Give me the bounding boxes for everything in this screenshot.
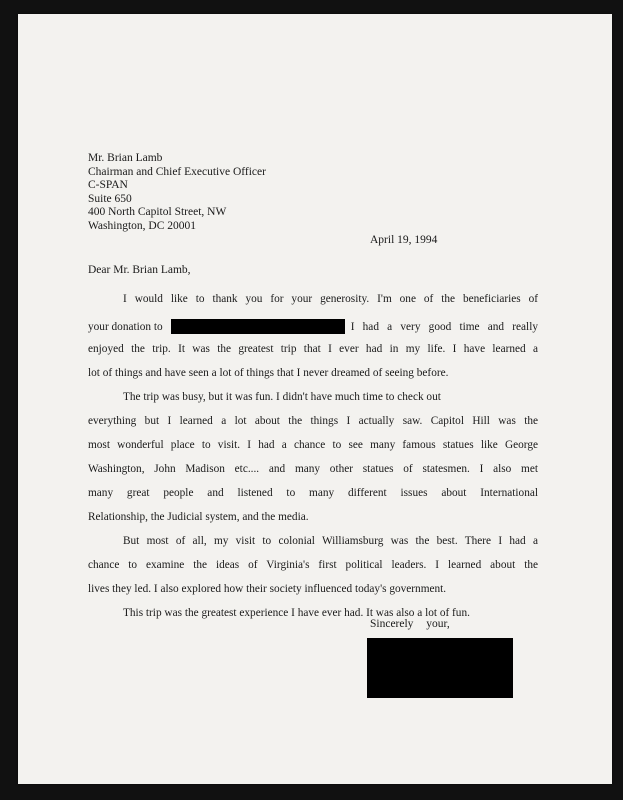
letter-page bbox=[18, 14, 612, 784]
recipient-line: Suite 650 bbox=[88, 192, 132, 205]
body-line: The trip was busy, but it was fun. I didn't have much time to check out bbox=[123, 391, 441, 403]
body-line-with-redaction bbox=[88, 319, 538, 334]
recipient-line: Mr. Brian Lamb bbox=[88, 152, 163, 164]
body-line: chance to examine the ideas of Virginia's first political leaders. I learned about the bbox=[88, 559, 538, 571]
body-line: most wonderful place to visit. I had a chance to see many famous statues like George bbox=[88, 439, 538, 451]
signature-redaction bbox=[367, 638, 513, 698]
body-line: But most of all, my visit to colonial Williamsburg was the best. There I had a bbox=[123, 535, 538, 547]
body-line: Relationship, the Judicial system, and the media. bbox=[88, 511, 309, 523]
body-line: everything but I learned a lot about the things I actually saw. Capitol Hill was the bbox=[88, 415, 538, 427]
body-line: lot of things and have seen a lot of things that I never dreamed of seeing before. bbox=[88, 367, 449, 379]
closing: Sincerely your, bbox=[370, 618, 450, 630]
letter-date: April 19, 1994 bbox=[370, 234, 438, 246]
recipient-line: Chairman and Chief Executive Officer bbox=[88, 165, 266, 178]
body-line: many great people and listened to many different issues about International bbox=[88, 487, 538, 499]
recipient-address bbox=[88, 152, 266, 234]
body-line: enjoyed the trip. It was the greatest trip that I ever had in my life. I have learned a bbox=[88, 343, 538, 355]
body-line: I would like to thank you for your generosity. I'm one of the beneficiaries of bbox=[123, 293, 538, 305]
body-line: Washington, John Madison etc.... and many other statues of statesmen. I also met bbox=[88, 463, 538, 475]
body-line-end: I had a very good time and really bbox=[350, 320, 538, 333]
recipient-line: 400 North Capitol Street, NW bbox=[88, 206, 227, 219]
body-line: lives they led. I also explored how their society influenced today's government. bbox=[88, 583, 447, 595]
recipient-line: C-SPAN bbox=[88, 179, 128, 192]
salutation: Dear Mr. Brian Lamb, bbox=[88, 264, 191, 276]
body-line: This trip was the greatest experience I have ever had. It was also a lot of fun. bbox=[123, 607, 470, 619]
recipient-line: Washington, DC 20001 bbox=[88, 219, 197, 232]
redaction-box bbox=[171, 319, 345, 334]
body-line-start: your donation to bbox=[88, 320, 163, 333]
